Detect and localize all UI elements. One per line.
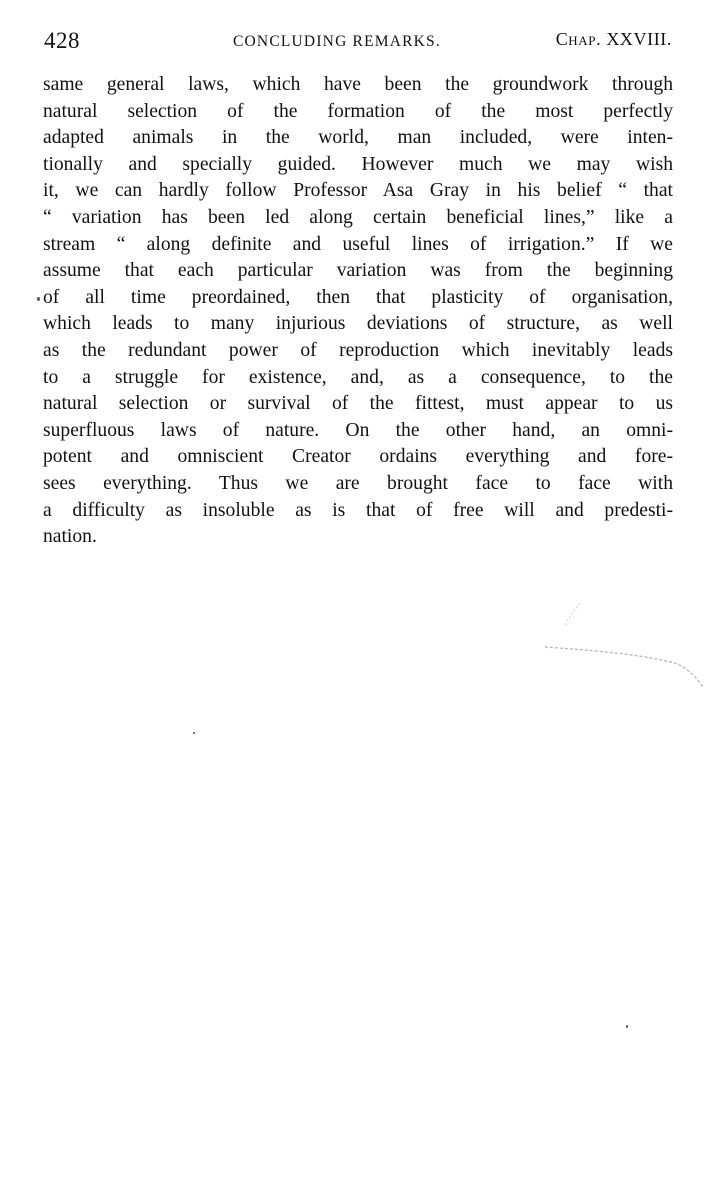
text-line: stream “ along definite and useful lines of irrigation.” If we bbox=[43, 233, 673, 255]
text-line: superfluous laws of nature. On the other hand, an omni- bbox=[43, 419, 673, 441]
text-line: natural selection of the formation of the most perfectly bbox=[43, 100, 673, 122]
text-line: natural selection or survival of the fittest, must appear to us bbox=[43, 393, 673, 415]
text-line: of all time preordained, then that plasticity of organisation, bbox=[43, 286, 673, 308]
running-title: CONCLUDING REMARKS. bbox=[233, 33, 441, 50]
text-line: it, we can hardly follow Professor Asa Gray in his belief “ that bbox=[43, 180, 673, 202]
text-line: to a struggle for existence, and, as a consequence, to the bbox=[43, 366, 673, 388]
pencil-mark bbox=[525, 595, 705, 705]
text-line: “ variation has been led along certain beneficial lines,” like a bbox=[43, 206, 673, 228]
text-line: nation. bbox=[43, 526, 97, 548]
text-line: as the redundant power of reproduction which inevitably leads bbox=[43, 339, 673, 361]
text-line: which leads to many injurious deviations of structure, as well bbox=[43, 313, 673, 335]
page-number: 428 bbox=[44, 28, 80, 53]
text-line: assume that each particular variation was from the beginning bbox=[43, 260, 673, 282]
text-line: potent and omniscient Creator ordains everything and fore- bbox=[43, 446, 673, 468]
page-header bbox=[44, 28, 672, 58]
text-line: same general laws, which have been the groundwork through bbox=[43, 74, 673, 95]
ink-speck bbox=[626, 1025, 628, 1028]
chapter-label bbox=[556, 29, 672, 50]
body-paragraph bbox=[43, 72, 673, 551]
text-line: a difficulty as insoluble as is that of free will and predesti- bbox=[43, 499, 673, 521]
chapter-prefix: Chap. bbox=[555, 29, 602, 49]
text-line: tionally and specially guided. However much we may wish bbox=[43, 153, 673, 175]
chapter-number: XXVIII. bbox=[606, 29, 672, 49]
text-line: adapted animals in the world, man included, were inten- bbox=[43, 127, 673, 149]
ink-speck bbox=[193, 732, 195, 734]
text-line: sees everything. Thus we are brought face to face with bbox=[43, 472, 673, 494]
ink-speck bbox=[37, 297, 40, 301]
